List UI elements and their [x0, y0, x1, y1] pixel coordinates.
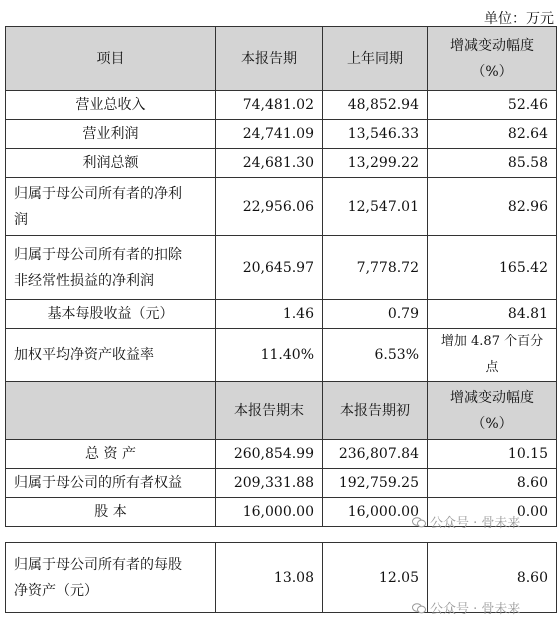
unit-label: 单位：万元	[484, 11, 554, 27]
watermark: 公众号 · 骨未来	[412, 598, 520, 617]
table-row: 归属于母公司所有者的每股 净资产（元） 13.08 12.05 8.60	[6, 543, 557, 613]
financial-table	[5, 26, 557, 527]
table-row: 营业总收入 74,481.02 48,852.94 52.46	[6, 91, 557, 120]
row-label: 归属于母公司所有者的扣除 非经常性损益的净利润	[6, 236, 216, 300]
header-item: 项目	[6, 27, 216, 91]
row-label: 营业利润	[6, 120, 216, 149]
subheader-change: 增减变动幅度 （%）	[428, 382, 557, 440]
table-row: 归属于母公司的所有者权益 209,331.88 192,759.25 8.60	[6, 469, 557, 498]
row-label: 归属于母公司所有者的每股 净资产（元）	[6, 543, 216, 613]
table-row: 归属于母公司所有者的扣除 非经常性损益的净利润 20,645.97 7,778.72 165.42	[6, 236, 557, 300]
row-label: 利润总额	[6, 149, 216, 178]
row-label: 归属于母公司的所有者权益	[6, 469, 216, 498]
table-header-row	[6, 27, 557, 91]
table-row: 总 资 产 260,854.99 236,807.84 10.15	[6, 440, 557, 469]
watermark: 公众号 · 骨未来	[412, 512, 520, 531]
row-label: 加权平均净资产收益率	[6, 329, 216, 382]
table-row: 股 本 16,000.00 16,000.00 0.00	[6, 498, 557, 527]
wechat-icon	[412, 603, 426, 614]
table-row: 归属于母公司所有者的净利 润 22,956.06 12,547.01 82.96	[6, 178, 557, 236]
table-row: 利润总额 24,681.30 13,299.22 85.58	[6, 149, 557, 178]
subheader-prior: 本报告期初	[323, 382, 428, 440]
table-subheader-row	[6, 382, 557, 440]
header-change: 增减变动幅度 （%）	[428, 27, 557, 91]
row-label: 股 本	[6, 498, 216, 527]
table-row: 加权平均净资产收益率 11.40% 6.53% 增加 4.87 个百分点	[6, 329, 557, 382]
table-row: 营业利润 24,741.09 13,546.33 82.64	[6, 120, 557, 149]
header-current: 本报告期	[216, 27, 323, 91]
header-prior: 上年同期	[323, 27, 428, 91]
row-label: 营业总收入	[6, 91, 216, 120]
row-label: 基本每股收益（元）	[6, 300, 216, 329]
row-label: 总 资 产	[6, 440, 216, 469]
subheader-current: 本报告期末	[216, 382, 323, 440]
subheader-blank	[6, 382, 216, 440]
row-label: 归属于母公司所有者的净利 润	[6, 178, 216, 236]
table-row: 基本每股收益（元） 1.46 0.79 84.81	[6, 300, 557, 329]
wechat-icon	[412, 517, 426, 528]
